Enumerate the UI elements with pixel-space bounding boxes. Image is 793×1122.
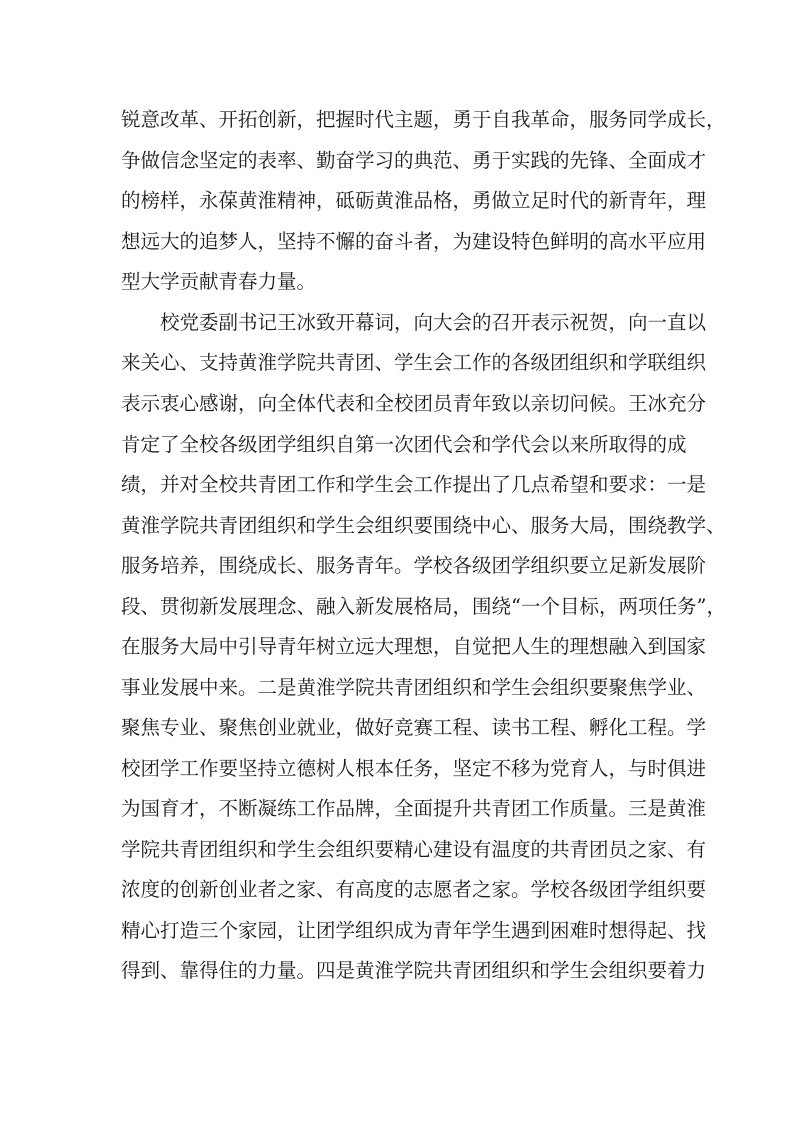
text-line: 浓度的创新创业者之家、有高度的志愿者之家。学校各级团学组织要 bbox=[121, 878, 707, 901]
text-line: 型大学贡献青春力量。 bbox=[121, 270, 317, 293]
text-line: 肯定了全校各级团学组织自第一次团代会和学代会以来所取得的成 bbox=[121, 433, 687, 456]
text-line: 校团学工作要坚持立德树人根本任务，坚定不移为党育人，与时俱进 bbox=[121, 757, 707, 780]
text-line: 绩，并对全校共青团工作和学生会工作提出了几点希望和要求：一是 bbox=[121, 473, 707, 496]
text-line: 服务培养，围绕成长、服务青年。学校各级团学组织要立足新发展阶 bbox=[121, 554, 707, 577]
text-line: 来关心、支持黄淮学院共青团、学生会工作的各级团组织和学联组织 bbox=[121, 351, 707, 374]
text-line: 学院共青团组织和学生会组织要精心建设有温度的共青团员之家、有 bbox=[121, 838, 707, 861]
text-line: 聚焦专业、聚焦创业就业，做好竞赛工程、读书工程、孵化工程。学 bbox=[121, 716, 707, 739]
text-line: 校党委副书记王冰致开幕词，向大会的召开表示祝贺，向一直以 bbox=[160, 311, 707, 334]
text-line: 精心打造三个家园，让团学组织成为青年学生遇到困难时想得起、找 bbox=[121, 919, 707, 942]
text-line: 在服务大局中引导青年树立远大理想，自觉把人生的理想融入到国家 bbox=[121, 635, 707, 658]
text-line: 段、贯彻新发展理念、融入新发展格局，围绕“一个目标，两项任务”， bbox=[121, 595, 726, 618]
text-line: 黄淮学院共青团组织和学生会组织要围绕中心、服务大局，围绕教学、 bbox=[121, 514, 726, 537]
text-line: 为国育才，不断凝练工作品牌，全面提升共青团工作质量。三是黄淮 bbox=[121, 797, 707, 820]
text-line: 表示衷心感谢，向全体代表和全校团员青年致以亲切问候。王冰充分 bbox=[121, 392, 707, 415]
text-line: 锐意改革、开拓创新，把握时代主题，勇于自我革命，服务同学成长， bbox=[121, 108, 726, 131]
text-line: 事业发展中来。二是黄淮学院共青团组织和学生会组织要聚焦学业、 bbox=[121, 676, 707, 699]
text-line: 争做信念坚定的表率、勤奋学习的典范、勇于实践的先锋、全面成才 bbox=[121, 149, 707, 172]
text-line: 得到、靠得住的力量。四是黄淮学院共青团组织和学生会组织要着力 bbox=[121, 959, 707, 982]
text-line: 想远大的追梦人，坚持不懈的奋斗者，为建设特色鲜明的高水平应用 bbox=[121, 230, 707, 253]
text-line: 的榜样，永葆黄淮精神，砥砺黄淮品格，勇做立足时代的新青年，理 bbox=[121, 189, 707, 212]
